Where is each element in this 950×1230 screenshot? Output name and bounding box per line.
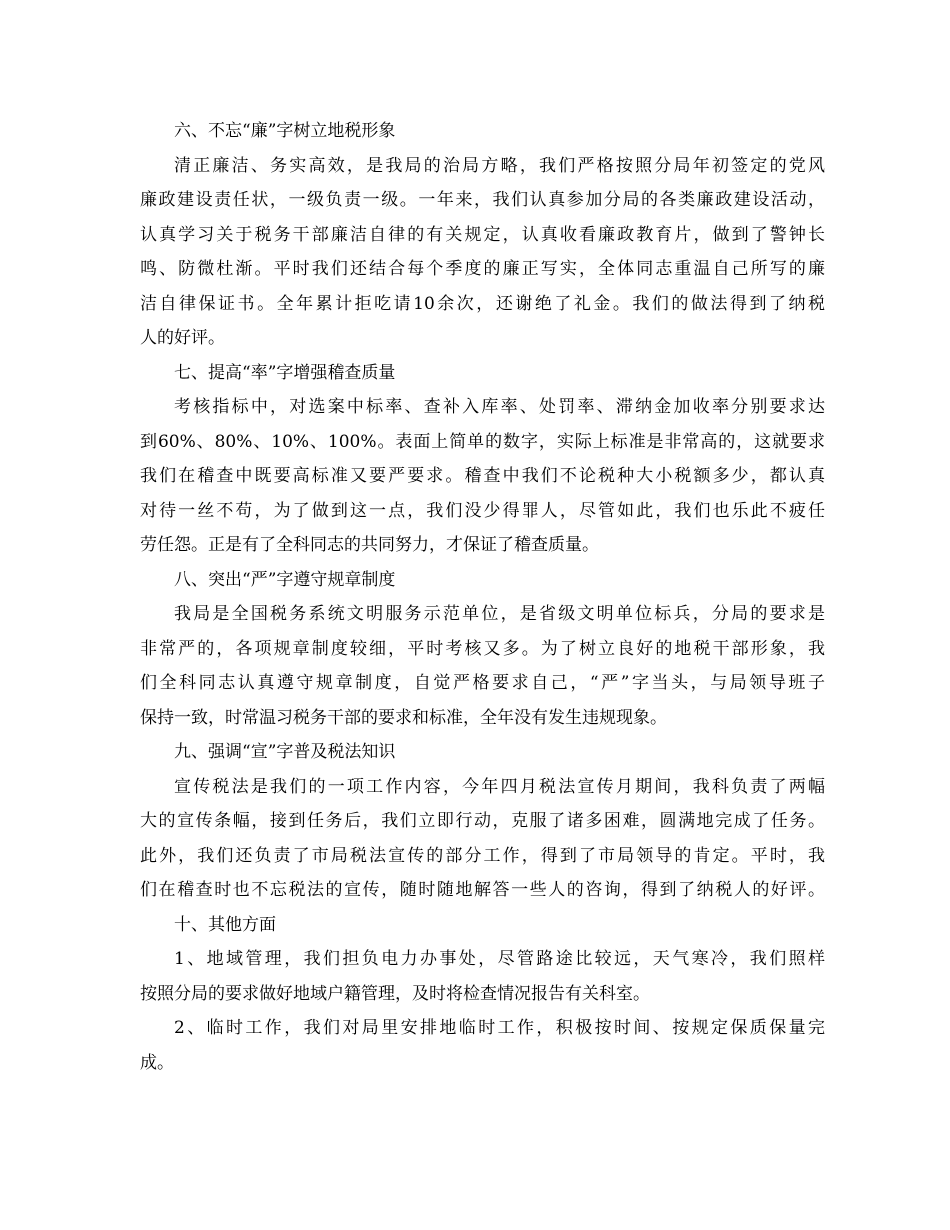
text-line: 人的好评。 — [140, 328, 225, 348]
text-line: 非常严的，各项规章制度较细，平时考核又多。为了树立良好的地税干部形象，我 — [140, 638, 825, 659]
text-line: 十、其他方面 — [174, 914, 276, 935]
text-line: 保持一致，时常温习税务干部的要求和标准，全年没有发生违规现象。 — [140, 707, 667, 728]
text-line: 清正廉洁、务实高效，是我局的治局方略，我们严格按照分局年初签定的党风 — [174, 155, 825, 176]
text-line: 对待一丝不苟，为了做到这一点，我们没少得罪人，尽管如此，我们也乐此不疲任 — [140, 500, 825, 521]
text-line: 成。 — [140, 1052, 174, 1073]
text-line: 认真学习关于税务干部廉洁自律的有关规定，认真收看廉政教育片，做到了警钟长 — [140, 224, 825, 245]
text-line: 考核指标中，对选案中标率、查补入库率、处罚率、滞纳金加收率分别要求达 — [174, 397, 825, 417]
text-line: 按照分局的要求做好地域户籍管理，及时将检查情况报告有关科室。 — [140, 983, 650, 1004]
text-line: 九、强调“宣”字普及税法知识 — [174, 742, 396, 762]
text-line: 1、地域管理，我们担负电力办事处，尽管路途比较远，天气寒冷，我们照样 — [174, 949, 825, 969]
text-line: 宣传税法是我们的一项工作内容，今年四月税法宣传月期间，我科负责了两幅 — [174, 776, 825, 797]
text-line: 八、突出“严”字遵守规章制度 — [174, 569, 396, 590]
text-line: 们在稽查时也不忘税法的宣传，随时随地解答一些人的咨询，得到了纳税人的好评。 — [140, 880, 825, 900]
text-line: 我们在稽查中既要高标准又要严要求。稽查中我们不论税种大小税额多少，都认真 — [140, 466, 825, 486]
text-line: 我局是全国税务系统文明服务示范单位，是省级文明单位标兵，分局的要求是 — [174, 604, 825, 624]
text-line: 到60%、80%、10%、100%。表面上简单的数字，实际上标准是非常高的，这就要求 — [140, 431, 825, 452]
text-line: 大的宣传条幅，接到任务后，我们立即行动，克服了诸多困难，圆满地完成了任务。 — [140, 811, 825, 831]
text-line: 们全科同志认真遵守规章制度，自觉严格要求自己，“严”字当头，与局领导班子 — [140, 673, 825, 693]
text-line: 六、不忘“廉”字树立地税形象 — [174, 121, 396, 141]
text-line: 七、提高“率”字增强稽查质量 — [174, 362, 396, 383]
text-line: 鸣、防微杜渐。平时我们还结合每个季度的廉正写实，全体同志重温自己所写的廉 — [140, 259, 825, 279]
text-line: 2、临时工作，我们对局里安排地临时工作，积极按时间、按规定保质保量完 — [174, 1018, 825, 1038]
text-line: 劳任怨。正是有了全科同志的共同努力，才保证了稽查质量。 — [140, 535, 599, 555]
text-line: 此外，我们还负责了市局税法宣传的部分工作，得到了市局领导的肯定。平时，我 — [140, 845, 825, 866]
document-page — [140, 114, 825, 1080]
text-line: 洁自律保证书。全年累计拒吃请10余次，还谢绝了礼金。我们的做法得到了纳税 — [140, 293, 825, 314]
text-line: 廉政建设责任状，一级负责一级。一年来，我们认真参加分局的各类廉政建设活动， — [140, 190, 825, 210]
